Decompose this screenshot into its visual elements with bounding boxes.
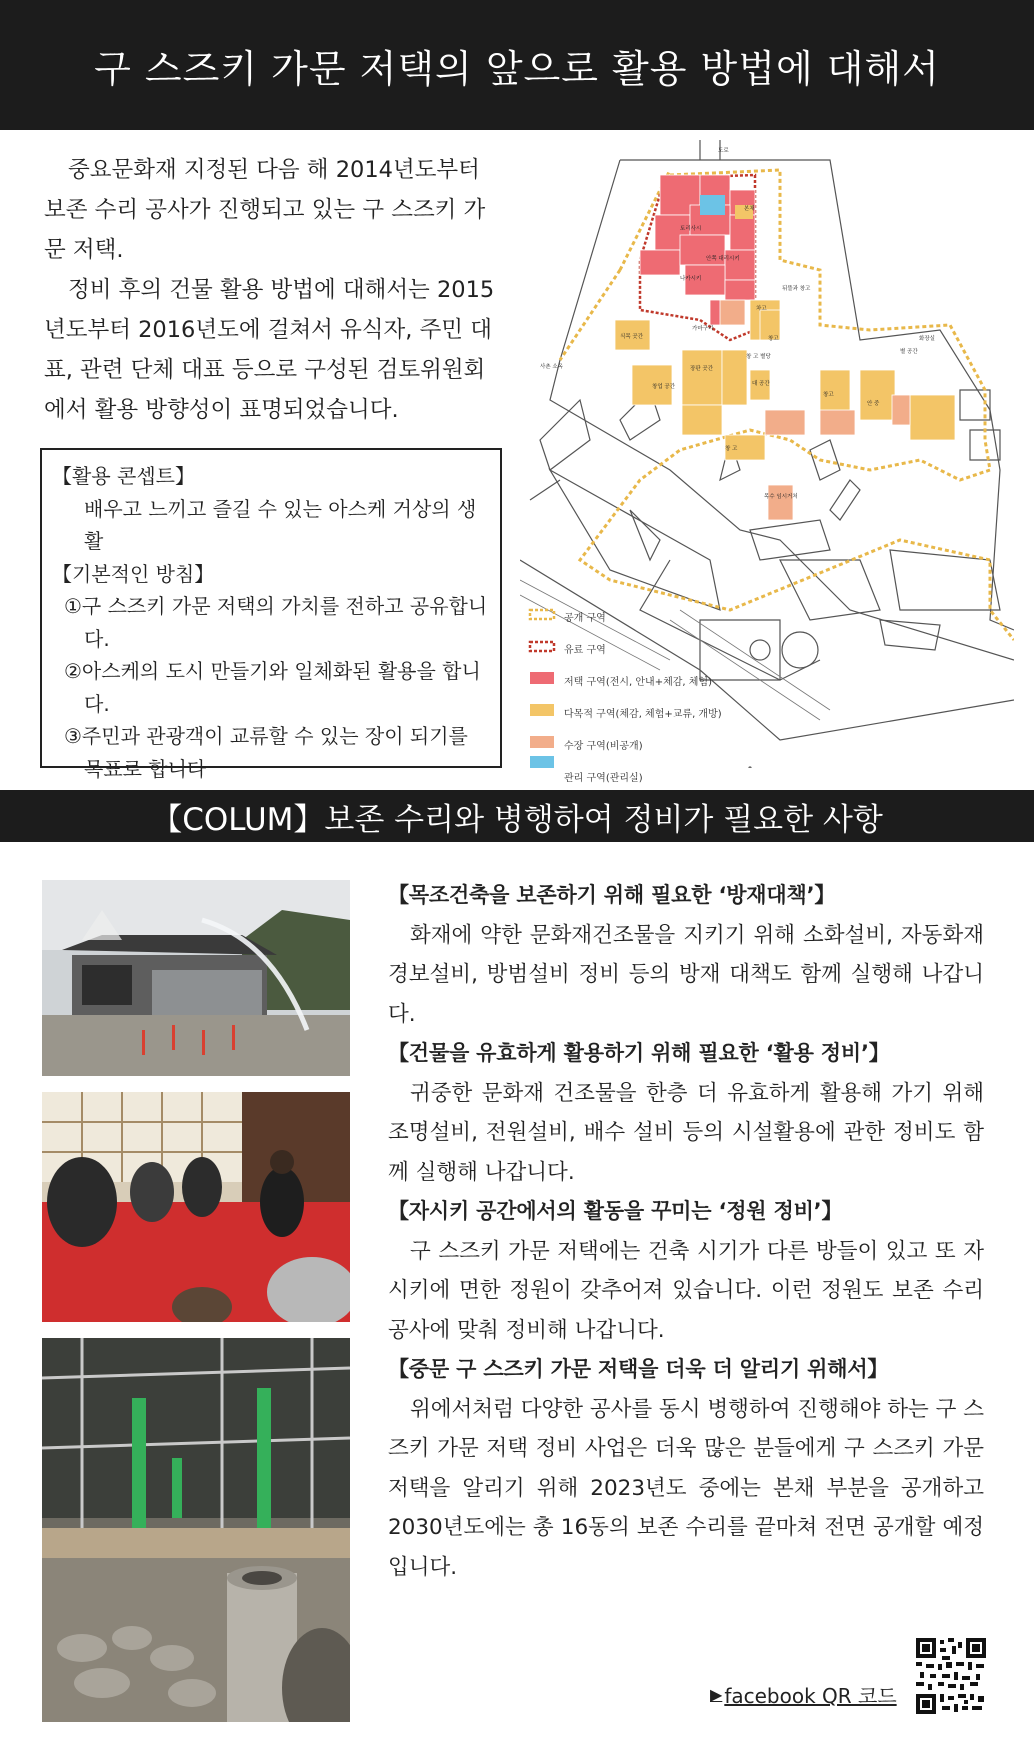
policy-heading: 【기본적인 방침】 — [52, 561, 215, 586]
header-bar — [0, 0, 1034, 130]
map-room-2: 토리사시 — [680, 226, 702, 232]
map-room-8: 뒤뜰과 창고 — [782, 286, 811, 292]
map-top-label: 도로 — [718, 148, 729, 154]
map-room-7: 창고 — [768, 336, 779, 342]
map-room-4: 나카시키 — [680, 276, 702, 282]
facebook-qr-label: facebook QR 코드 — [724, 1684, 897, 1708]
concept-heading: 【활용 콘셉트】 — [52, 464, 195, 488]
legend-label-paid: 유료 구역 — [564, 645, 606, 656]
map-room-1: 본채 — [744, 206, 755, 212]
map-room-13: 장판 곳간 — [690, 366, 714, 372]
map-room-20: 사촌 소옥 — [540, 364, 564, 370]
map-legend — [530, 610, 554, 768]
section-heading-3: 【자시키 공간에서의 활동을 꾸미는 ‘정원 정비’】 — [388, 1199, 843, 1223]
intro-paragraph-1: 중요문화재 지정된 다음 해 2014년도부터 보존 수리 공사가 진행되고 있는 구 스즈키 가문 저택. — [44, 157, 486, 263]
map-room-15: 창 고 — [725, 446, 738, 452]
section-body-4: 위에서처럼 다양한 공사를 동시 병행하여 진행해야 하는 구 스즈키 가문 저택 정비 사업은 더욱 많은 분들에게 구 스즈키 가문 저택을 알리기 위해 2023년도 중에는 본채 부분을 공개하고 2030년도에는 총 16동의 보존 수리를 끝마쳐 전면 공개할 예정입니다. — [388, 1396, 984, 1580]
legend-label-public: 공개 구역 — [564, 613, 606, 624]
legend-swatch-management — [530, 756, 554, 768]
section-heading-2: 【건물을 유효하게 활용하기 위해 필요한 ‘활용 정비’】 — [388, 1041, 890, 1065]
legend-label-multipurpose: 다목적 구역(체감, 체험+교류, 개방) — [564, 709, 722, 720]
policy-item-1: ①구 스즈키 가문 저택의 가치를 전하고 공유합니다. — [64, 594, 488, 651]
concept-text: 배우고 느끼고 즐길 수 있는 아스케 거상의 생활 — [84, 496, 477, 553]
section-body-1: 화재에 약한 문화재건조물을 지키기 위해 소화설비, 자동화재경보설비, 방범설비 정비 등의 방재 대책도 함께 실행해 나갑니다. — [388, 922, 984, 1027]
floor-plan-map — [520, 140, 1014, 784]
facebook-qr-link[interactable] — [710, 1680, 897, 1709]
map-room-9: 창 고 별당 — [746, 354, 771, 360]
map-room-17: 창고 — [823, 392, 834, 398]
map-legend-labels — [564, 603, 722, 795]
photo-tatami-room — [42, 1092, 350, 1322]
section-body-2: 귀중한 문화재 건조물을 한층 더 유효하게 활용해 가기 위해 조명설비, 전원설비, 배수 설비 등의 시설활용에 관한 정비도 함께 실행해 나갑니다. — [388, 1080, 984, 1185]
section-body-3: 구 스즈키 가문 저택에는 건축 시기가 다른 방들이 있고 또 자시키에 면한 정원이 갖추어져 있습니다. 이런 정원도 보존 수리 공사에 맞춰 정비해 나갑니다. — [388, 1238, 984, 1343]
map-room-11: 화장실 — [919, 336, 935, 342]
section-heading-1: 【목조건축을 보존하기 위해 필요한 ‘방재대책’】 — [388, 883, 836, 907]
map-room-3: 안쪽 대리시키 — [706, 256, 740, 262]
map-room-18: 식목 곳간 — [620, 334, 644, 340]
facebook-qr-code[interactable] — [916, 1638, 986, 1714]
legend-label-residence: 저택 구역(전시, 안내+체감, 체험) — [564, 677, 712, 688]
legend-label-management: 관리 구역(관리실) — [564, 773, 643, 784]
play-triangle-icon: ▶ — [710, 1685, 723, 1704]
intro-paragraph-2: 정비 후의 건물 활용 방법에 대해서는 2015년도부터 2016년도에 걸쳐서 유식자, 주민 대표, 관련 단체 대표 등으로 구성된 검토위원회에서 활용 방향성이 표명되었습니다. — [44, 277, 495, 423]
section-heading-4: 【중문 구 스즈키 가문 저택을 더욱 더 알리기 위해서】 — [388, 1357, 889, 1381]
policy-item-3: ③주민과 관광객이 교류할 수 있는 장이 되기를 목표로 합니다 — [64, 724, 468, 781]
column-bar — [0, 790, 1034, 842]
map-room-12: 별 공간 — [900, 349, 918, 355]
photo-restoration-site — [42, 1338, 350, 1722]
map-room-19: 목수 임시거처 — [764, 494, 798, 500]
concept-box — [40, 448, 502, 781]
map-room-10: 대 공간 — [752, 381, 770, 387]
page-title: 구 스즈키 가문 저택의 앞으로 활용 방법에 대해서 — [94, 46, 940, 91]
intro-text — [44, 150, 504, 430]
map-room-16: 안 중 — [867, 401, 880, 407]
column-text — [388, 876, 984, 1587]
map-room-6: 차고 — [756, 306, 767, 312]
map-room-14: 창업 공간 — [652, 384, 676, 390]
policy-item-2: ②아스케의 도시 만들기와 일체화된 활용을 합니다. — [64, 659, 481, 716]
photo-fire-drill — [42, 880, 350, 1076]
map-room-5: 가마구리 — [692, 326, 714, 332]
legend-label-storage: 수장 구역(비공개) — [564, 741, 643, 752]
column-title: 【COLUM】보존 수리와 병행하여 정비가 필요한 사항 — [151, 801, 883, 838]
